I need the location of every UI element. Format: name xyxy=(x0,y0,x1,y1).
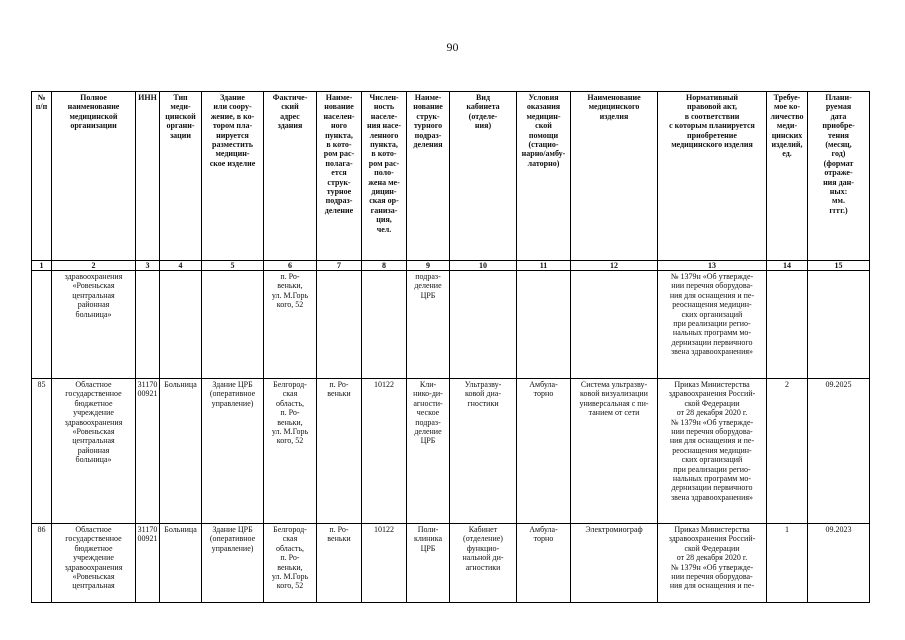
column-number: 2 xyxy=(52,261,136,271)
table-cell xyxy=(362,271,407,379)
column-number: 4 xyxy=(160,261,202,271)
table-cell: п. Ро- веньки xyxy=(317,379,362,524)
table-cell xyxy=(808,271,870,379)
table-cell: Система ультразву- ковой визуализации универсальная с пи- танием от сети xyxy=(571,379,658,524)
table-row xyxy=(32,379,870,524)
column-number: 13 xyxy=(658,261,767,271)
column-number: 1 xyxy=(32,261,52,271)
header-cell: Фактиче- ский адрес здания xyxy=(264,92,317,261)
header-cell: Наиме- нование струк- турного подраз- деления xyxy=(407,92,450,261)
table-row-continued xyxy=(32,271,870,379)
table-cell xyxy=(32,271,52,379)
table-cell: Здание ЦРБ (оперативное управление) xyxy=(202,379,264,524)
table-cell xyxy=(136,271,160,379)
table-cell xyxy=(317,271,362,379)
table-cell: Амбула- торно xyxy=(517,379,571,524)
header-cell: ИНН xyxy=(136,92,160,261)
header-cell: Здание или соору- жение, в ко- тором пла- нируется разместить медицин- ское изделие xyxy=(202,92,264,261)
header-cell: Условия оказания медицин- ской помощи (стацио- нарно/амбу- латорно) xyxy=(517,92,571,261)
medical-equipment-table xyxy=(31,91,870,603)
table-cell: п. Ро- веньки xyxy=(317,524,362,603)
table-cell: 86 xyxy=(32,524,52,603)
table-cell: Областное государственное бюджетное учреждение здравоохранения «Ровеньская центральная xyxy=(52,524,136,603)
table-cell xyxy=(571,271,658,379)
header-cell: Наименование медицинского изделия xyxy=(571,92,658,261)
table-cell xyxy=(202,271,264,379)
header-row xyxy=(32,92,870,261)
table-cell: Кли- нико-ди- агности- ческое подраз- деление ЦРБ xyxy=(407,379,450,524)
table-cell: 10122 xyxy=(362,524,407,603)
table-cell: здравоохранения «Ровеньская центральная районная больница» xyxy=(52,271,136,379)
column-number: 5 xyxy=(202,261,264,271)
table-cell: п. Ро- веньки, ул. М.Горь кого, 52 xyxy=(264,271,317,379)
table-cell: Ультразву- ковой диа- гностики xyxy=(450,379,517,524)
column-number: 8 xyxy=(362,261,407,271)
table-cell: Поли- клиника ЦРБ xyxy=(407,524,450,603)
table-cell xyxy=(767,271,808,379)
table-cell: № 1379н «Об утвержде- нии перечня оборудова- ния для оснащения и пе- реоснащения медицин- ских организаций при реализации регио- нальных программ мо- дернизации первичного звена здравоохранения» xyxy=(658,271,767,379)
column-number: 7 xyxy=(317,261,362,271)
table-cell: Больница xyxy=(160,524,202,603)
table-cell: Здание ЦРБ (оперативное управление) xyxy=(202,524,264,603)
page-number: 90 xyxy=(446,40,459,54)
header-cell: Нормативный правовой акт, в соответствии с которым планируется приобретение медицинского изделия xyxy=(658,92,767,261)
table-cell: Белгород- ская область, п. Ро- веньки, ул. М.Горь кого, 52 xyxy=(264,524,317,603)
table-cell: подраз- деление ЦРБ xyxy=(407,271,450,379)
table-cell xyxy=(160,271,202,379)
table-cell: 10122 xyxy=(362,379,407,524)
table-cell: 85 xyxy=(32,379,52,524)
header-cell: Вид кабинета (отделе- ния) xyxy=(450,92,517,261)
header-cell: Требуе- мое ко- личество меди- цинских изделий, ед. xyxy=(767,92,808,261)
table-cell: 31170 00921 xyxy=(136,524,160,603)
table-cell: Приказ Министерства здравоохранения Россий- ской Федерации от 28 декабря 2020 г. № 1379н «Об утвержде- нии перечня оборудова- ния для оснащения и пе- реоснащения медицин- ских организаций при реализации регио- нальных программ мо- дернизации первичного звена здравоохранения» xyxy=(658,379,767,524)
table-cell: 2 xyxy=(767,379,808,524)
table-cell xyxy=(517,271,571,379)
table-cell: Белгород- ская область, п. Ро- веньки, ул. М.Горь кого, 52 xyxy=(264,379,317,524)
column-number: 11 xyxy=(517,261,571,271)
table-cell xyxy=(450,271,517,379)
column-number: 6 xyxy=(264,261,317,271)
table-row xyxy=(32,524,870,603)
column-number: 14 xyxy=(767,261,808,271)
column-number: 3 xyxy=(136,261,160,271)
table-cell: Амбула- торно xyxy=(517,524,571,603)
header-cell: № п/п xyxy=(32,92,52,261)
table-cell: Областное государственное бюджетное учреждение здравоохранения «Ровеньская центральная районная больница» xyxy=(52,379,136,524)
table-cell: Электромиограф xyxy=(571,524,658,603)
header-cell: Числен- ность населе- ния насе- ленного пункта, в кото- ром рас- поло- жена ме- дицин- ская ор- ганиза- ция, чел. xyxy=(362,92,407,261)
table-cell: 31170 00921 xyxy=(136,379,160,524)
table-cell: Кабинет (отделение) функцио- нальной ди- агностики xyxy=(450,524,517,603)
header-cell: Тип меди- цинской органи- зации xyxy=(160,92,202,261)
table-cell: 09.2025 xyxy=(808,379,870,524)
table-cell: 1 xyxy=(767,524,808,603)
column-number-row xyxy=(32,261,870,271)
column-number: 10 xyxy=(450,261,517,271)
table-cell: Приказ Министерства здравоохранения Россий- ской Федерации от 28 декабря 2020 г. № 1379н «Об утвержде- нии перечня оборудова- ния для оснащения и пе- xyxy=(658,524,767,603)
column-number: 12 xyxy=(571,261,658,271)
column-number: 15 xyxy=(808,261,870,271)
header-cell: Наиме- нование населен- ного пункта, в кото- ром рас- полага- ется струк- турное подраз- деление xyxy=(317,92,362,261)
header-cell: Полное наименование медицинской организации xyxy=(52,92,136,261)
table-cell: 09.2023 xyxy=(808,524,870,603)
table-cell: Больница xyxy=(160,379,202,524)
header-cell: Плани- руемая дата приобре- тения (месяц, год) (формат отраже- ния дан- ных: мм. гггг.) xyxy=(808,92,870,261)
column-number: 9 xyxy=(407,261,450,271)
